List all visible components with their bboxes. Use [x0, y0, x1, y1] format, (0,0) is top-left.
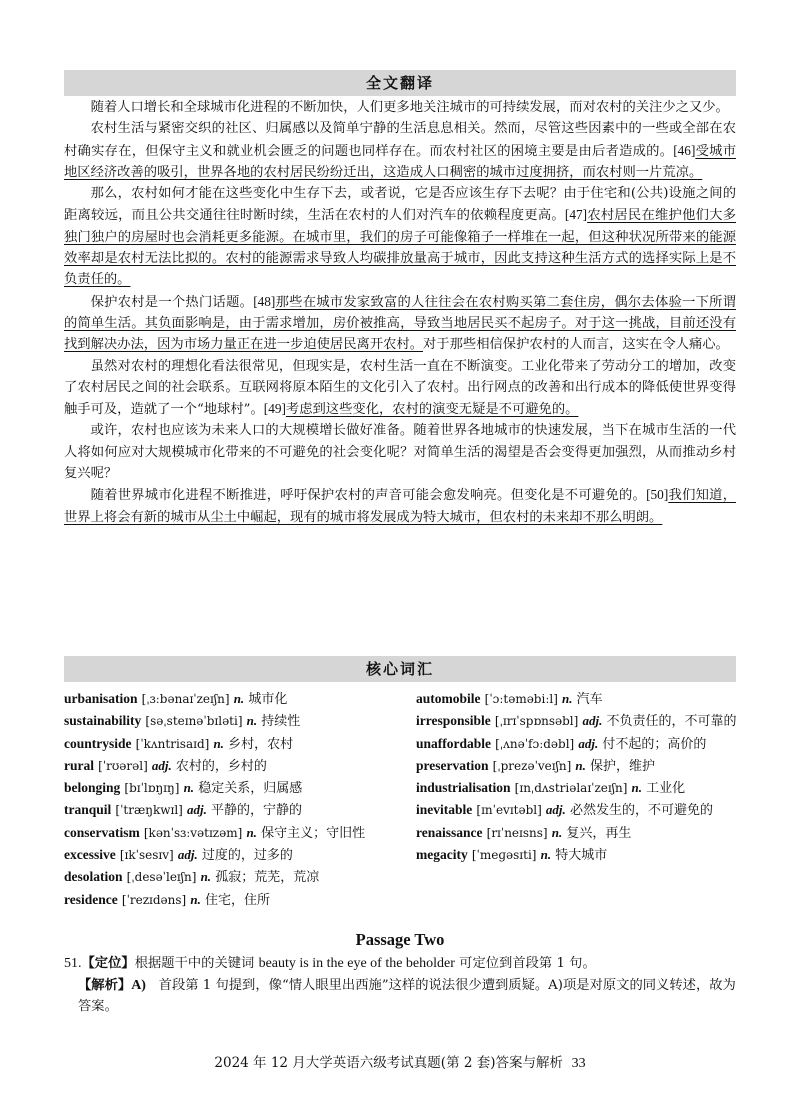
vocab-meaning: 汽车: [576, 692, 603, 707]
translation-paragraph: [64, 420, 736, 484]
passage-title: Passage Two: [355, 930, 445, 949]
vocab-part-of-speech: adj.: [578, 735, 599, 751]
vocab-part-of-speech: n.: [213, 735, 224, 751]
underlined-answer-text: 考虑到这些变化，农村的演变无疑是不可避免的。: [285, 402, 579, 418]
vocab-meaning: 持续性: [261, 714, 301, 730]
analysis-text: 首段第 1 句提到，像“情人眼里出西施”这样的说法很少遭到质疑。A)项是对原文的同义转述，故为答案。: [78, 978, 736, 1015]
vocab-phonetic: [ˈɔːtəməbiːl]: [484, 692, 558, 706]
vocab-part-of-speech: n.: [575, 757, 586, 773]
vocab-word: inevitable: [416, 802, 473, 818]
vocab-meaning: 平静的，宁静的: [211, 803, 303, 819]
locate-label: 【定位】: [81, 956, 135, 971]
vocab-part-of-speech: adj.: [177, 847, 198, 863]
vocab-part-of-speech: adj.: [187, 802, 207, 818]
translation-paragraph: [64, 118, 736, 183]
vocab-entry: [64, 755, 394, 777]
translation-paragraph: [64, 97, 736, 118]
translation-heading: 全文翻译: [64, 70, 736, 96]
underlined-answer-text: 我们知道，世界上将会有新的城市从尘土中崛起，现有的城市将发展成为特大城市，但农村的未来却不那么明朗。: [64, 488, 737, 525]
question-marker: [50]: [646, 487, 669, 503]
vocab-phonetic: [kənˈsɜːvətɪzəm]: [143, 825, 243, 840]
vocab-entry: [64, 822, 394, 844]
vocab-meaning: 必然发生的，不可避免的: [569, 803, 713, 819]
vocab-word: urbanisation: [64, 691, 138, 706]
vocab-meaning: 保守主义；守旧性: [261, 825, 366, 841]
vocab-word: irresponsible: [416, 713, 491, 729]
vocab-phonetic: [ˈrʊərəl]: [98, 758, 148, 773]
question-marker: [46]: [673, 142, 696, 158]
vocab-meaning: 稳定关系，归属感: [198, 781, 303, 797]
vocab-part-of-speech: n.: [190, 891, 201, 907]
vocab-entry: [416, 844, 740, 866]
vocab-entry: [64, 710, 394, 732]
vocab-meaning: 付不起的；高价的: [602, 736, 707, 752]
locate-keyword: beauty is in the eye of the beholder: [258, 956, 455, 971]
vocab-meaning: 复兴，再生: [566, 825, 632, 841]
question-marker: [49]: [263, 401, 286, 417]
vocab-part-of-speech: n.: [233, 691, 245, 706]
vocab-phonetic: [ɪnˌdʌstriəlaɪˈzeɪʃn]: [514, 781, 628, 796]
vocab-word: renaissance: [416, 824, 483, 840]
vocab-part-of-speech: n.: [200, 869, 212, 885]
underlined-answer-text: 受城市地区经济改善的吸引，世界各地的农村居民纷纷迁出，这造成人口稠密的城市过度拥挤，而农村则一片荒凉。: [64, 143, 737, 180]
vocab-entry: [416, 688, 740, 710]
vocab-word: sustainability: [64, 713, 142, 729]
vocab-word: excessive: [64, 847, 116, 863]
vocab-part-of-speech: adj.: [545, 802, 566, 818]
vocab-part-of-speech: n.: [246, 713, 258, 729]
paragraph-text: 农村生活与紧密交织的社区、归属感以及简单宁静的生活息息相关。然而，尽管这些因素中的一些或全部在农村确实存在，但保守主义和就业机会匮乏的问题也同样存在。而农村社区的困境主要是由后者造成的。: [64, 121, 736, 159]
underlined-answer-text: 农村居民在维护他们大多独门独户的房屋时也会消耗更多能源。: [64, 208, 737, 245]
vocab-entry: [64, 688, 394, 710]
vocab-meaning: 过度的，过多的: [201, 848, 293, 864]
vocab-part-of-speech: n.: [540, 847, 552, 863]
paragraph-text: 那么，农村如何才能在这些变化中生存下去，或者说，它是否应该生存下去呢？由于住宅和(公共)设施之间的距离较远，而且公共交通往往时断时续，生活在农村的人们对汽车的依赖程度更高。: [64, 186, 736, 224]
vocab-part-of-speech: n.: [631, 780, 643, 796]
vocab-word: tranquil: [64, 802, 112, 818]
analysis-label: 【解析】: [78, 978, 132, 993]
vocabulary-heading: 核心词汇: [64, 656, 736, 682]
vocab-phonetic: [ˌprezəˈveɪʃn]: [492, 758, 572, 773]
vocab-entry: [416, 822, 740, 844]
vocab-phonetic: [ɪkˈsesɪv]: [119, 848, 174, 863]
paragraph-text: 对于那些相信保护农村的人而言，这实在令人痛心。: [423, 337, 729, 353]
analysis-answer: A): [131, 978, 146, 993]
page-footer: [0, 1051, 800, 1072]
vocab-phonetic: [rɪˈneɪsns]: [486, 825, 548, 840]
vocabulary-right-column: [416, 688, 740, 866]
vocab-entry: [416, 755, 740, 777]
vocab-entry: [64, 866, 394, 888]
footer-text: 2024 年 12 月大学英语六级考试真题(第 2 套)答案与解析: [214, 1055, 564, 1071]
vocab-meaning: 特大城市: [555, 848, 608, 864]
page-number: 33: [571, 1056, 586, 1071]
vocab-phonetic: [ˌʌnəˈfɔːdəbl]: [495, 736, 575, 751]
vocab-phonetic: [ˈrezɪdəns]: [121, 892, 187, 907]
translation-paragraph: [64, 183, 736, 290]
translation-paragraph: [64, 484, 736, 528]
vocab-part-of-speech: n.: [246, 824, 257, 840]
paragraph-text: 随着世界城市化进程不断推进，呼吁保护农村的声音可能会愈发响亮。但变化是不可避免的。: [90, 488, 647, 504]
vocab-part-of-speech: n.: [562, 691, 573, 706]
vocab-phonetic: [ˌdesəˈleɪʃn]: [126, 870, 197, 885]
vocab-word: countryside: [64, 735, 132, 751]
vocab-part-of-speech: adj.: [151, 757, 172, 773]
vocab-meaning: 农村的，乡村的: [175, 758, 267, 774]
vocab-entry: [416, 733, 740, 755]
paragraph-text: 随着人口增长和全球城市化进程的不断加快，人们更多地关注城市的可持续发展，而对农村的关注少之又少。: [90, 100, 729, 115]
question-analysis: [64, 975, 740, 1018]
question-marker: [47]: [564, 207, 588, 223]
vocab-entry: [64, 777, 394, 799]
translation-body: [64, 97, 736, 528]
vocab-phonetic: [ˌɪrɪˈspɒnsəbl]: [494, 714, 579, 729]
vocab-entry: [64, 733, 394, 755]
vocab-entry: [64, 889, 394, 911]
vocab-meaning: 不负责任的，不可靠的: [606, 714, 737, 730]
vocab-part-of-speech: n.: [551, 824, 563, 840]
vocab-word: unaffordable: [416, 735, 492, 751]
vocab-meaning: 孤寂；荒芜，荒凉: [215, 870, 320, 886]
vocab-meaning: 工业化: [646, 781, 686, 797]
vocab-word: industrialisation: [416, 780, 511, 796]
vocab-phonetic: [bɪˈlɒŋɪŋ]: [124, 781, 180, 796]
underlined-answer-text: 那些在城市发家致富的人往往会在农村购买第二套住房，偶尔去体验一下所谓的简单生活。其负面影响是，由于需求增加，房价被推高，导致当地居民买不起房子。对于这一挑战，目前还没有找到解决办法，因为市场力量正在进一步迫使居民离开农村。: [64, 294, 737, 353]
vocab-phonetic: [səˌsteɪnəˈbɪləti]: [145, 714, 243, 729]
paragraph-text: 保护农村是一个热门话题。: [90, 294, 254, 310]
vocab-word: belonging: [64, 780, 121, 796]
vocab-phonetic: [ˈmeɡəsɪti]: [471, 848, 537, 863]
locate-text-2: 可定位到首段第 1 句。: [459, 956, 596, 971]
question-locate: [64, 953, 740, 974]
vocab-entry: [64, 799, 394, 821]
vocab-entry: [416, 799, 740, 821]
question-marker: [48]: [253, 293, 276, 309]
vocab-word: megacity: [416, 847, 468, 863]
vocab-meaning: 保护，维护: [590, 758, 656, 774]
vocab-phonetic: [ˈtræŋkwɪl]: [115, 803, 183, 818]
locate-text-1: 根据题干中的关键词: [134, 956, 255, 971]
vocab-phonetic: [ˌɜːbənaɪˈzeɪʃn]: [141, 692, 230, 706]
translation-paragraph: [64, 356, 736, 421]
paragraph-text: 或许，农村也应该为未来人口的大规模增长做好准备。随着世界各地城市的快速发展，当下在城市生活的一代人将如何应对大规模城市化带来的不可避免的社会变化呢？对简单生活的渴望是否会变得更加强烈，从而推动乡村复兴呢？: [64, 423, 736, 482]
vocab-word: desolation: [64, 869, 123, 885]
vocab-word: automobile: [416, 691, 481, 706]
vocabulary-left-column: [64, 688, 394, 911]
vocab-entry: [416, 777, 740, 799]
vocab-part-of-speech: n.: [183, 780, 195, 796]
vocab-meaning: 乡村，农村: [228, 736, 294, 752]
vocab-entry: [64, 844, 394, 866]
vocab-word: conservatism: [64, 824, 140, 840]
vocab-meaning: 城市化: [248, 692, 288, 707]
underlined-answer-text: 在城市里，我们的房子可能像箱子一样堆在一起，但这种状况所带来的能源效率却是农村无法比拟的。农村的能源需求导致人均碳排放量高于城市，因此支持这种生活方式的选择实际上是不负责任的。: [64, 229, 737, 288]
vocab-entry: [416, 710, 740, 732]
question-number: 51.: [64, 956, 82, 971]
translation-paragraph: [64, 291, 736, 356]
paragraph-text: 虽然对农村的理想化看法很常见，但现实是，农村生活一直在不断演变。工业化带来了劳动分工的增加，改变了农村居民之间的社会联系。互联网将原本陌生的文化引入了农村。出行网点的改善和出行成本的降低使世界变得触手可及，造就了一个“地球村”。: [64, 358, 736, 418]
vocab-word: residence: [64, 891, 118, 907]
vocab-meaning: 住宅，住所: [205, 892, 271, 908]
vocab-word: rural: [64, 757, 94, 773]
vocab-part-of-speech: adj.: [582, 713, 603, 729]
vocab-phonetic: [ˈkʌntrisaɪd]: [135, 736, 210, 751]
vocab-phonetic: [ɪnˈevɪtəbl]: [476, 803, 542, 818]
vocab-word: preservation: [416, 757, 489, 773]
